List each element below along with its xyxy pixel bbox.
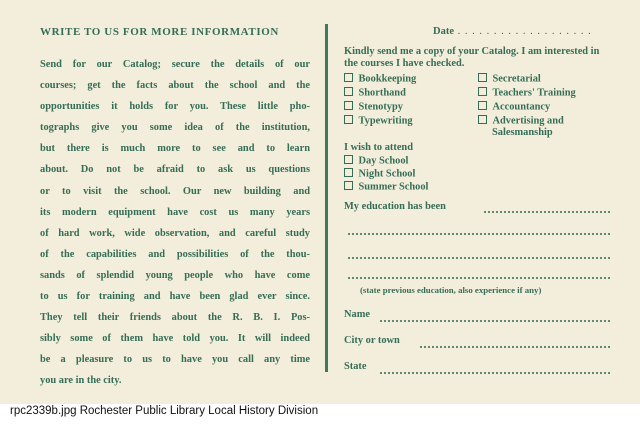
- course-label: Bookkeeping: [358, 73, 417, 85]
- city-line[interactable]: [420, 346, 610, 348]
- course-label-continued: Salesmanship: [492, 127, 553, 138]
- course-option-advertising[interactable]: [478, 115, 564, 139]
- checkbox-icon[interactable]: [344, 155, 353, 164]
- education-line[interactable]: [348, 277, 610, 279]
- vertical-divider: [325, 24, 328, 372]
- course-option-accountancy[interactable]: [478, 101, 550, 113]
- paragraph-line: about. Do not be afraid to ask us questions: [40, 164, 310, 176]
- paragraph-line: Send for our Catalog; secure the details of our: [40, 59, 310, 70]
- state-line[interactable]: [380, 372, 610, 374]
- course-label: Stenotypy: [358, 101, 403, 113]
- attend-label: Summer School: [358, 181, 429, 193]
- checkbox-icon[interactable]: [344, 181, 353, 190]
- checkbox-icon[interactable]: [344, 115, 353, 124]
- paragraph-line: to us for training and have been glad ever since.: [40, 291, 310, 303]
- education-label: My education has been: [344, 201, 446, 212]
- course-option-teachers-training[interactable]: [478, 87, 576, 99]
- checkbox-icon[interactable]: [344, 101, 353, 110]
- course-option-typewriting[interactable]: [344, 115, 413, 127]
- education-note: (state previous education, also experience if any): [360, 285, 542, 295]
- paragraph-line: or to visit the school. Our new building and: [40, 185, 310, 197]
- state-label: State: [344, 361, 367, 372]
- checkbox-icon[interactable]: [344, 87, 353, 96]
- checkbox-icon[interactable]: [478, 87, 487, 96]
- attend-option-night[interactable]: [344, 168, 415, 180]
- paragraph-line: opportunities it holds for you. These little pho-: [40, 101, 310, 113]
- date-label: Date: [433, 26, 454, 37]
- checkbox-icon[interactable]: [478, 101, 487, 110]
- attend-heading: I wish to attend: [344, 142, 413, 153]
- info-heading: WRITE TO US FOR MORE INFORMATION: [40, 26, 279, 38]
- course-label: Accountancy: [492, 101, 551, 113]
- paragraph-line: sands of splendid young people who have come: [40, 269, 310, 281]
- attend-label: Day School: [358, 155, 409, 167]
- course-option-shorthand[interactable]: [344, 87, 406, 99]
- request-intro: Kindly send me a copy of your Catalog. I am interested in the courses I have checked.: [344, 46, 600, 69]
- course-option-secretarial[interactable]: [478, 73, 541, 85]
- attend-label: Night School: [358, 168, 416, 180]
- course-option-bookkeeping[interactable]: [344, 73, 416, 85]
- paragraph-line: They tell their friends about the R. B. I. Pos-: [40, 312, 310, 324]
- paragraph-line: its modern equipment have cost us many years: [40, 206, 310, 218]
- checkbox-icon[interactable]: [478, 73, 487, 82]
- course-option-stenotypy[interactable]: [344, 101, 403, 113]
- education-line[interactable]: [348, 233, 610, 235]
- date-dotted-line: . . . . . . . . . . . . . . . . . . .: [454, 26, 592, 37]
- date-field[interactable]: [433, 26, 592, 37]
- checkbox-icon[interactable]: [478, 115, 487, 124]
- course-label: Advertising and: [492, 115, 564, 127]
- paragraph-line: you are in the city.: [40, 375, 122, 387]
- paragraph-line: of hard work, wide observation, and careful study: [40, 227, 310, 239]
- name-line[interactable]: [380, 320, 610, 322]
- course-label: Teachers' Training: [492, 87, 576, 99]
- paragraph-line: tographs give you some idea of the institution,: [40, 122, 310, 134]
- image-caption: rpc2339b.jpg Rochester Public Library Local History Division: [10, 405, 319, 417]
- paragraph-line: be a pleasure to us to have you call any time: [40, 354, 310, 366]
- name-label: Name: [344, 309, 370, 320]
- city-label: City or town: [344, 335, 400, 346]
- paragraph-line: courses; get the facts about the school and the: [40, 80, 310, 92]
- paragraph-line: of the capabilities and possibilities of the thou-: [40, 248, 310, 260]
- paragraph-line: but there is much more to see and to learn: [40, 143, 310, 155]
- course-label: Secretarial: [492, 73, 541, 85]
- checkbox-icon[interactable]: [344, 168, 353, 177]
- checkbox-icon[interactable]: [344, 73, 353, 82]
- info-paragraph: [40, 54, 310, 392]
- attend-option-summer[interactable]: [344, 181, 428, 193]
- education-line[interactable]: [348, 257, 610, 259]
- paragraph-line: sibly some of them have told you. It will indeed: [40, 333, 310, 345]
- attend-option-day[interactable]: [344, 155, 408, 167]
- course-label: Shorthand: [358, 87, 406, 99]
- education-line[interactable]: [484, 211, 610, 213]
- course-label: Typewriting: [358, 115, 413, 127]
